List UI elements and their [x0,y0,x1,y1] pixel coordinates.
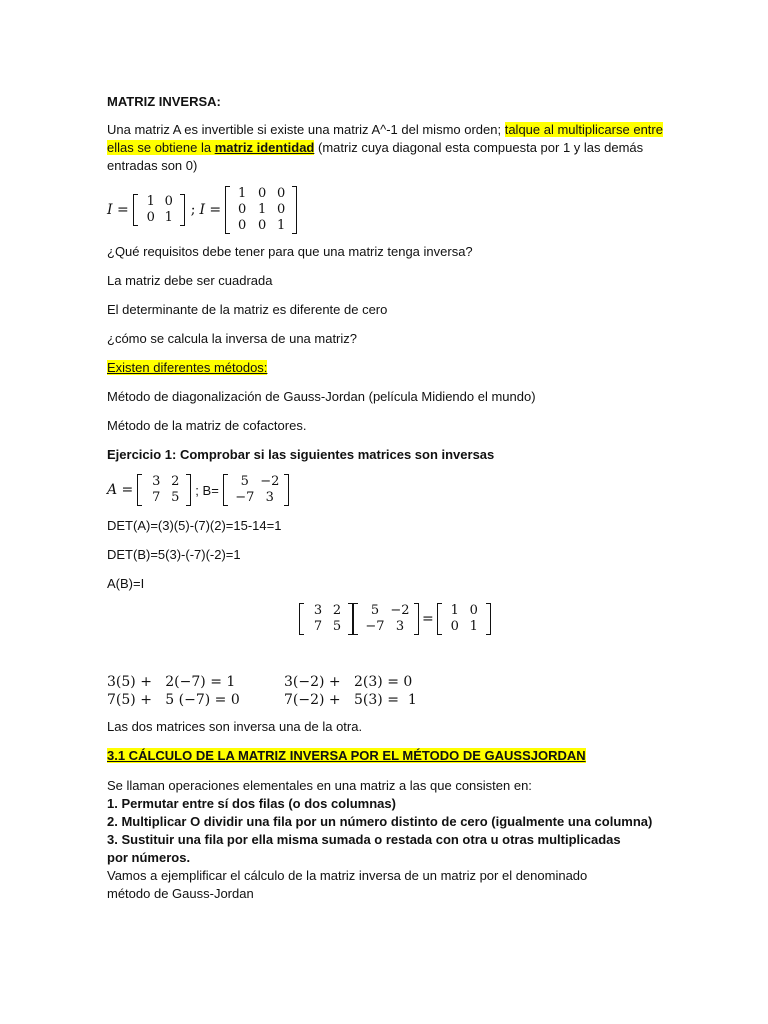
operations-intro: Se llaman operaciones elementales en una matriz a las que consisten en: [107,778,532,793]
section-heading [107,747,667,765]
product-matrix-a-cell-0-0: 3 [313,603,323,618]
product-matrix-identity-cell-0-0: 1 [450,603,459,618]
identity-2x2-cell-0-1: 0 [164,194,173,209]
matrix-a-cell-1-1: 5 [171,490,180,505]
method-gauss-jordan: Método de diagonalización de Gauss-Jordan (película Midiendo el mundo) [107,389,536,404]
identity-2x2-cell-1-0: 0 [146,210,155,225]
question-requirements: ¿Qué requisitos debe tener para que una matriz tenga inversa? [107,244,473,259]
intro-text-end: (matriz cuya diagonal esta compuesta por 1 y las demás entradas son 0) [107,140,644,173]
identity-3x3-cell-1-0: 0 [238,202,247,217]
identity-2x2-cell-0-0: 1 [146,194,155,209]
conclusion: Las dos matrices son inversa una de la otra. [107,719,363,734]
product-matrix-b-cell-0-1: −2 [390,603,410,618]
matrix-b-cell-0-0: 5 [240,474,249,489]
calc-left-1: 3(5) + 2(−7) = 1 [107,674,236,690]
intro-paragraph [107,121,667,175]
methods-heading-text: Existen diferentes métodos: [107,360,268,375]
product-matrix-a-cell-1-1: 5 [332,619,342,634]
product-equals: = [422,611,434,627]
closing-paragraph: Vamos a ejemplificar el cálculo de la matriz inversa de un matriz por el denominado método de Gauss-Jordan [107,868,588,901]
matrix-b-cell-0-1: −2 [260,474,280,489]
methods-heading [107,359,667,377]
identity-3x3-cell-0-2: 0 [277,186,286,201]
product-matrix-b-cell-1-1: 3 [395,619,405,634]
identity-2x2-cell-1-1: 1 [164,210,173,225]
operation-3: 3. Sustituir una fila por ella misma sumada o restada con otra u otras multiplicadas por números. [107,832,621,865]
identity-equation [107,186,297,234]
matrix-b-cell-1-1: 3 [265,490,274,505]
operations-block [107,777,677,903]
identity-3x3-cell-0-1: 0 [258,186,267,201]
identity-3x3-cell-1-2: 0 [277,202,286,217]
matrix-a-cell-0-1: 2 [171,474,180,489]
matrix-b [223,474,289,506]
intro-text: Una matriz A es invertible si existe una matriz A^-1 del mismo orden; [107,122,505,137]
identity-3x3-cell-2-0: 0 [238,218,247,233]
product-matrix-b-cell-0-0: 5 [370,603,380,618]
product-matrix-a-cell-1-0: 7 [313,619,323,634]
calc-right-2: 7(−2) + 5(3) = 1 [284,692,417,708]
matrix-a-cell-1-0: 7 [152,490,161,505]
identity-2x2 [133,194,185,226]
exercise-matrices [107,474,289,506]
determinant-a: DET(A)=(3)(5)-(7)(2)=15-14=1 [107,518,282,533]
section-heading-text: 3.1 CÁLCULO DE LA MATRIZ INVERSA POR EL MÉTODO DE GAUSSJORDAN [107,748,586,763]
exercise-title: Ejercicio 1: Comprobar si las siguientes matrices son inversas [107,447,495,462]
requirement-determinant: El determinante de la matriz es diferente de cero [107,302,388,317]
operation-2: 2. Multiplicar O dividir una fila por un número distinto de cero (igualmente una columna) [107,814,653,829]
identity-term: matriz identidad [214,140,315,155]
identity-3x3-cell-2-1: 0 [258,218,267,233]
identity-3x3 [225,186,297,234]
product-matrix-b [353,603,419,635]
calc-left-2: 7(5) + 5 (−7) = 0 [107,692,240,708]
product-equation [299,603,491,635]
identity-lhs-2: I = [199,202,222,218]
product-matrix-b-cell-1-0: −7 [365,619,385,634]
product-matrix-a [299,603,353,635]
matrix-b-lhs: ; B= [195,482,219,498]
question-calculation: ¿cómo se calcula la inversa de una matriz? [107,331,358,346]
matrix-a-cell-0-0: 3 [152,474,161,489]
identity-3x3-cell-2-2: 1 [277,218,286,233]
identity-lhs: I = [107,202,129,218]
identity-separator: ; [190,202,196,218]
identity-3x3-cell-0-0: 1 [238,186,247,201]
product-statement: A(B)=I [107,576,145,591]
matrix-a [137,474,191,506]
identity-3x3-cell-1-1: 1 [258,202,267,217]
requirement-square: La matriz debe ser cuadrada [107,273,273,288]
operation-1: 1. Permutar entre sí dos filas (o dos columnas) [107,796,396,811]
product-matrix-identity-cell-1-0: 0 [450,619,459,634]
product-matrix-a-cell-0-1: 2 [332,603,342,618]
page-title: MATRIZ INVERSA: [107,94,221,109]
matrix-b-cell-1-0: −7 [235,490,255,505]
method-cofactors: Método de la matriz de cofactores. [107,418,307,433]
product-matrix-identity-cell-0-1: 0 [469,603,478,618]
product-matrix-identity-cell-1-1: 1 [469,619,478,634]
determinant-b: DET(B)=5(3)-(-7)(-2)=1 [107,547,241,562]
calc-right-1: 3(−2) + 2(3) = 0 [284,674,413,690]
intro-highlight: talque al multiplicarse entre ellas se obtiene la [107,122,663,155]
product-matrix-identity [437,603,491,635]
matrix-a-lhs: A = [107,482,134,498]
